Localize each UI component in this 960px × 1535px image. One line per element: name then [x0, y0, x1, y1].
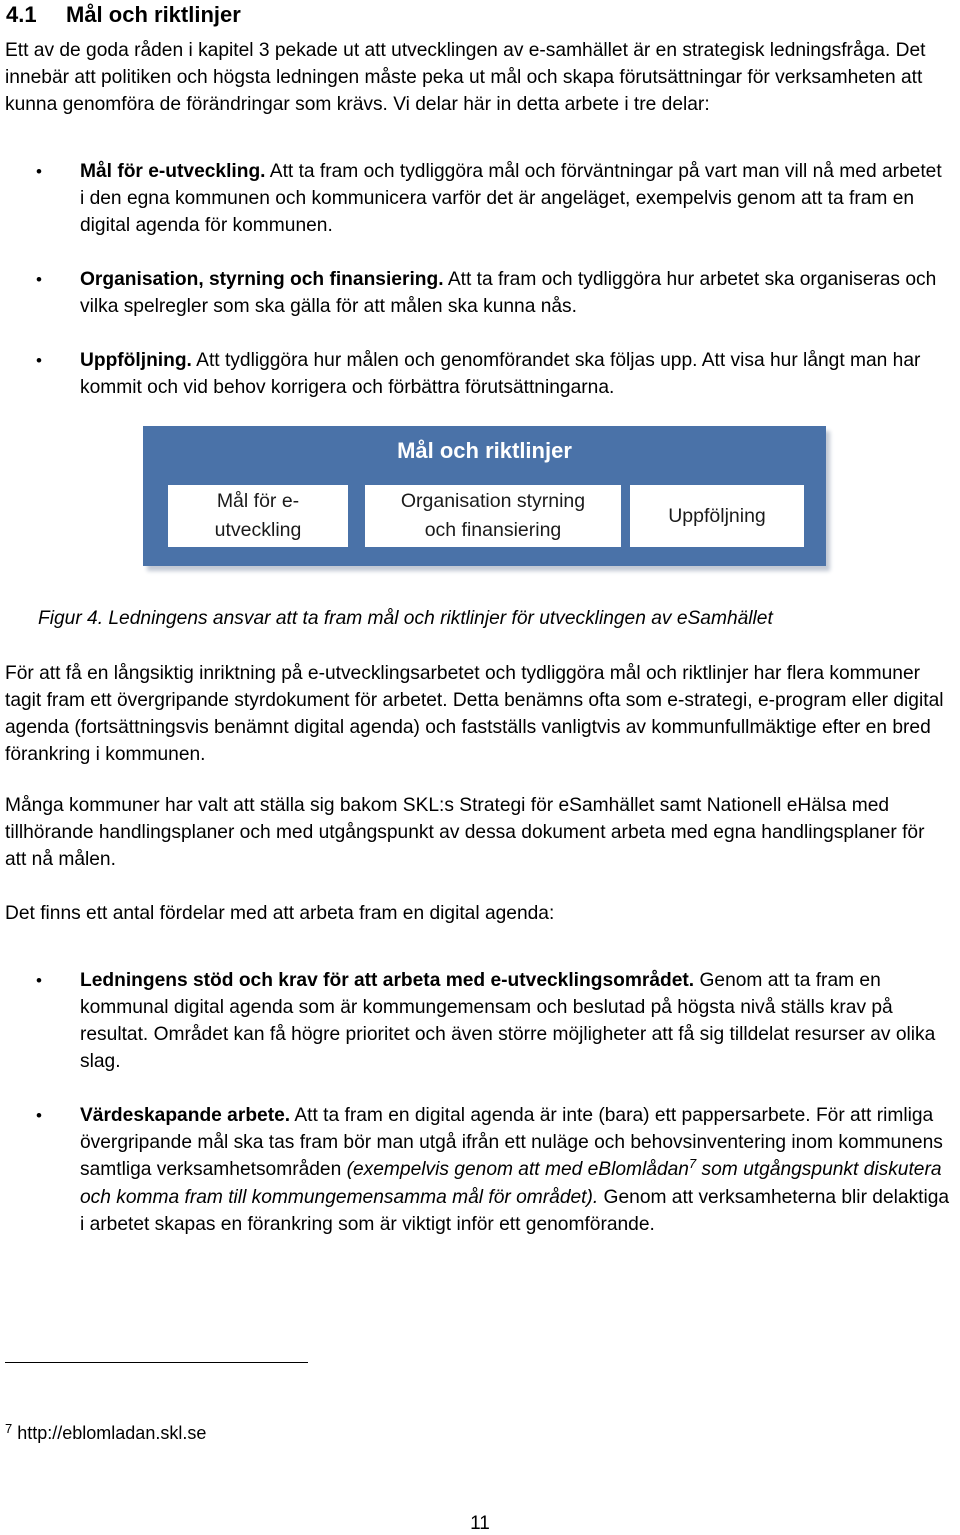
list-item-text: Att tydliggöra hur målen och genomförandet ska följas upp. Att visa hur långt man har kommit och vid behov korrigera och förbättra förutsättningarna.	[80, 350, 921, 398]
list-item-italic: som utgångspunkt diskutera och komma fram till kommungemensamma mål för området).	[80, 1159, 942, 1208]
footnote	[5, 1423, 206, 1444]
list-item-title: Ledningens stöd och krav för att arbeta med e-utvecklingsområdet.	[80, 970, 695, 991]
intro-paragraph: Ett av de goda råden i kapitel 3 pekade ut att utvecklingen av e-samhället är en strategisk ledningsfråga. Det innebär att politiken och högsta ledningen måste peka ut mål och skapa förutsättningar för verksamheten att kunna genomföra de förändringar som krävs. Vi delar här in detta arbete i tre delar:	[5, 40, 926, 115]
list-item	[0, 158, 950, 239]
footnote-number: 7	[5, 1421, 13, 1436]
list-item-title: Värdeskapande arbete.	[80, 1105, 291, 1126]
diagram-box-followup	[630, 485, 804, 547]
footnote-link[interactable]: http://eblomladan.skl.se	[12, 1423, 207, 1443]
list-item-italic: (exempelvis genom att med eBlomlådan	[346, 1159, 689, 1180]
list-item-text: Genom att verksamheterna blir delaktiga i arbetet skapas en förankring som är viktigt inför ett genomförande.	[80, 1187, 950, 1235]
bullet-list-parts	[0, 158, 950, 401]
diagram-title: Mål och riktlinjer	[397, 438, 572, 463]
section-title: Mål och riktlinjer	[66, 2, 241, 27]
diagram-box-label: Organisation styrning och finansiering	[400, 490, 586, 541]
list-item	[0, 1102, 950, 1238]
bullet-icon: •	[36, 162, 42, 181]
paragraph-skl: Många kommuner har valt att ställa sig bakom SKL:s Strategi för eSamhället samt Nationell eHälsa med tillhörande handlingsplaner och med utgångspunkt av dessa dokument arbeta med egna handlingsplaner för att nå målen.	[5, 795, 925, 870]
list-item-text: Att ta fram och tydliggöra mål och förväntningar på vart man vill nå med arbetet i den egna kommunen och kommunicera varför det är angeläget, exempelvis genom att ta fram en digital agenda för kommunen.	[80, 161, 942, 236]
list-item-text: Att ta fram en digital agenda är inte (bara) ett pappersarbete. För att rimliga övergripande mål ska tas fram bör man utgå ifrån ett nuläge och behovsinventering inom kommunens samtliga verksamhetsområden	[80, 1105, 943, 1180]
list-item-title: Mål för e-utveckling.	[80, 161, 266, 182]
footnote-separator	[5, 1362, 308, 1363]
bullet-icon: •	[36, 270, 42, 289]
list-item	[0, 967, 950, 1075]
bullet-icon: •	[36, 351, 42, 370]
list-item-title: Organisation, styrning och finansiering.	[80, 269, 444, 290]
diagram-box-label: Uppföljning	[668, 504, 766, 527]
list-item	[0, 266, 950, 320]
paragraph-strategy: För att få en långsiktig inriktning på e-utvecklingsarbetet och tydliggöra mål och riktlinjer har flera kommuner tagit fram ett övergripande styrdokument för arbetet. Detta benämns ofta som e-strategi, e-program eller digital agenda (fortsättningsvis benämnt digital agenda) och fastställs vanligtvis av kommunfullmäktige efter en bred förankring i kommunen.	[5, 663, 944, 765]
bullet-icon: •	[36, 1106, 42, 1125]
figure-caption: Figur 4. Ledningens ansvar att ta fram mål och riktlinjer för utvecklingen av eSamhället	[38, 608, 773, 629]
list-item-text: Genom att ta fram en kommunal digital agenda som är kommungemensam och beslutad på högsta nivå ställs krav på resultat. Området kan få högre prioritet och även större möjligheter att få sig tilldelat resurser av olika slag.	[80, 970, 936, 1072]
diagram-box-organisation	[365, 485, 621, 547]
section-number: 4.1	[6, 2, 37, 27]
page-number: 11	[470, 1513, 490, 1534]
list-item-text: Att ta fram och tydliggöra hur arbetet ska organiseras och vilka spelregler som ska gälla för att målen ska kunna nås.	[80, 269, 937, 317]
list-item	[0, 347, 950, 401]
footnote-reference: 7	[688, 1156, 697, 1171]
diagram-box-label: Mål för e- utveckling	[214, 490, 302, 541]
section-heading	[6, 2, 241, 28]
diagram-goals-guidelines	[143, 426, 826, 566]
paragraph-advantages: Det finns ett antal fördelar med att arbeta fram en digital agenda:	[5, 903, 555, 924]
bullet-icon: •	[36, 971, 42, 990]
bullet-list-advantages	[0, 967, 950, 1238]
diagram-box-goals	[168, 485, 348, 547]
list-item-title: Uppföljning.	[80, 350, 192, 371]
